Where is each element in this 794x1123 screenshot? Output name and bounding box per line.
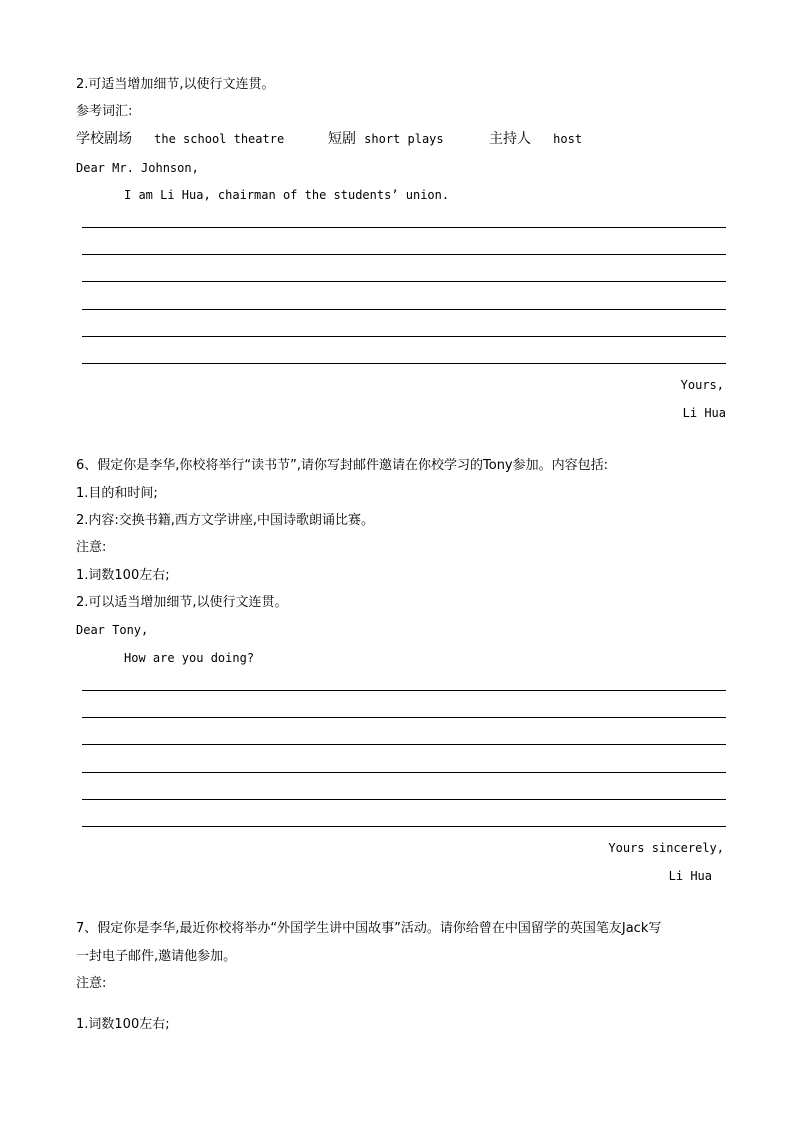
vocab-item: [328, 130, 444, 149]
vocab-cn: 主持人: [489, 131, 531, 147]
writing-line: [82, 799, 726, 800]
writing-line: [82, 690, 726, 691]
vocab-title: 参考词汇:: [76, 104, 133, 119]
closing: Yours sincerely,: [608, 841, 724, 855]
task7-note-1: 1.词数100左右;: [76, 1017, 170, 1032]
writing-line: [82, 309, 726, 310]
writing-line: [82, 826, 726, 827]
vocab-cn: 学校剧场: [76, 131, 132, 147]
task6-prompt: 6、假定你是李华,你校将举行“读书节”,请你写封邮件邀请在你校学习的Tony参加。内容包括:: [76, 458, 609, 473]
vocab-en: short plays: [364, 132, 444, 146]
task6-item-2: 2.内容:交换书籍,西方文学讲座,中国诗歌朗诵比赛。: [76, 513, 375, 528]
task7-prompt-line-1: 7、假定你是李华,最近你校将举办“外国学生讲中国故事”活动。请你给曾在中国留学的英国笔友Jack写: [76, 921, 662, 936]
vocab-cn: 短剧: [328, 131, 356, 147]
task6-note-2: 2.可以适当增加细节,以使行文连贯。: [76, 595, 288, 610]
writing-line: [82, 281, 726, 282]
closing: Yours,: [680, 378, 724, 392]
writing-line: [82, 336, 726, 337]
writing-line: [82, 744, 726, 745]
task7-notes-title: 注意:: [76, 976, 107, 991]
writing-line: [82, 772, 726, 773]
vocab-item: [489, 130, 582, 149]
salutation: Dear Mr. Johnson,: [76, 161, 199, 175]
signature: Li Hua: [668, 869, 712, 883]
salutation: Dear Tony,: [76, 623, 149, 637]
writing-line: [82, 227, 726, 228]
task5-note-2: 2.可适当增加细节,以使行文连贯。: [76, 77, 275, 92]
task7-prompt-line-2: 一封电子邮件,邀请他参加。: [76, 949, 237, 964]
opening-sentence: I am Li Hua, chairman of the students’ union.: [124, 188, 450, 202]
task6-item-1: 1.目的和时间;: [76, 486, 158, 501]
writing-line: [82, 254, 726, 255]
writing-line: [82, 717, 726, 718]
writing-line: [82, 363, 726, 364]
task6-notes-title: 注意:: [76, 540, 107, 555]
vocab-en: host: [553, 132, 583, 146]
vocab-item: [76, 130, 284, 149]
task6-note-1: 1.词数100左右;: [76, 568, 170, 583]
opening-sentence: How are you doing?: [124, 651, 255, 665]
vocab-en: the school theatre: [154, 132, 285, 146]
signature: Li Hua: [682, 406, 726, 420]
